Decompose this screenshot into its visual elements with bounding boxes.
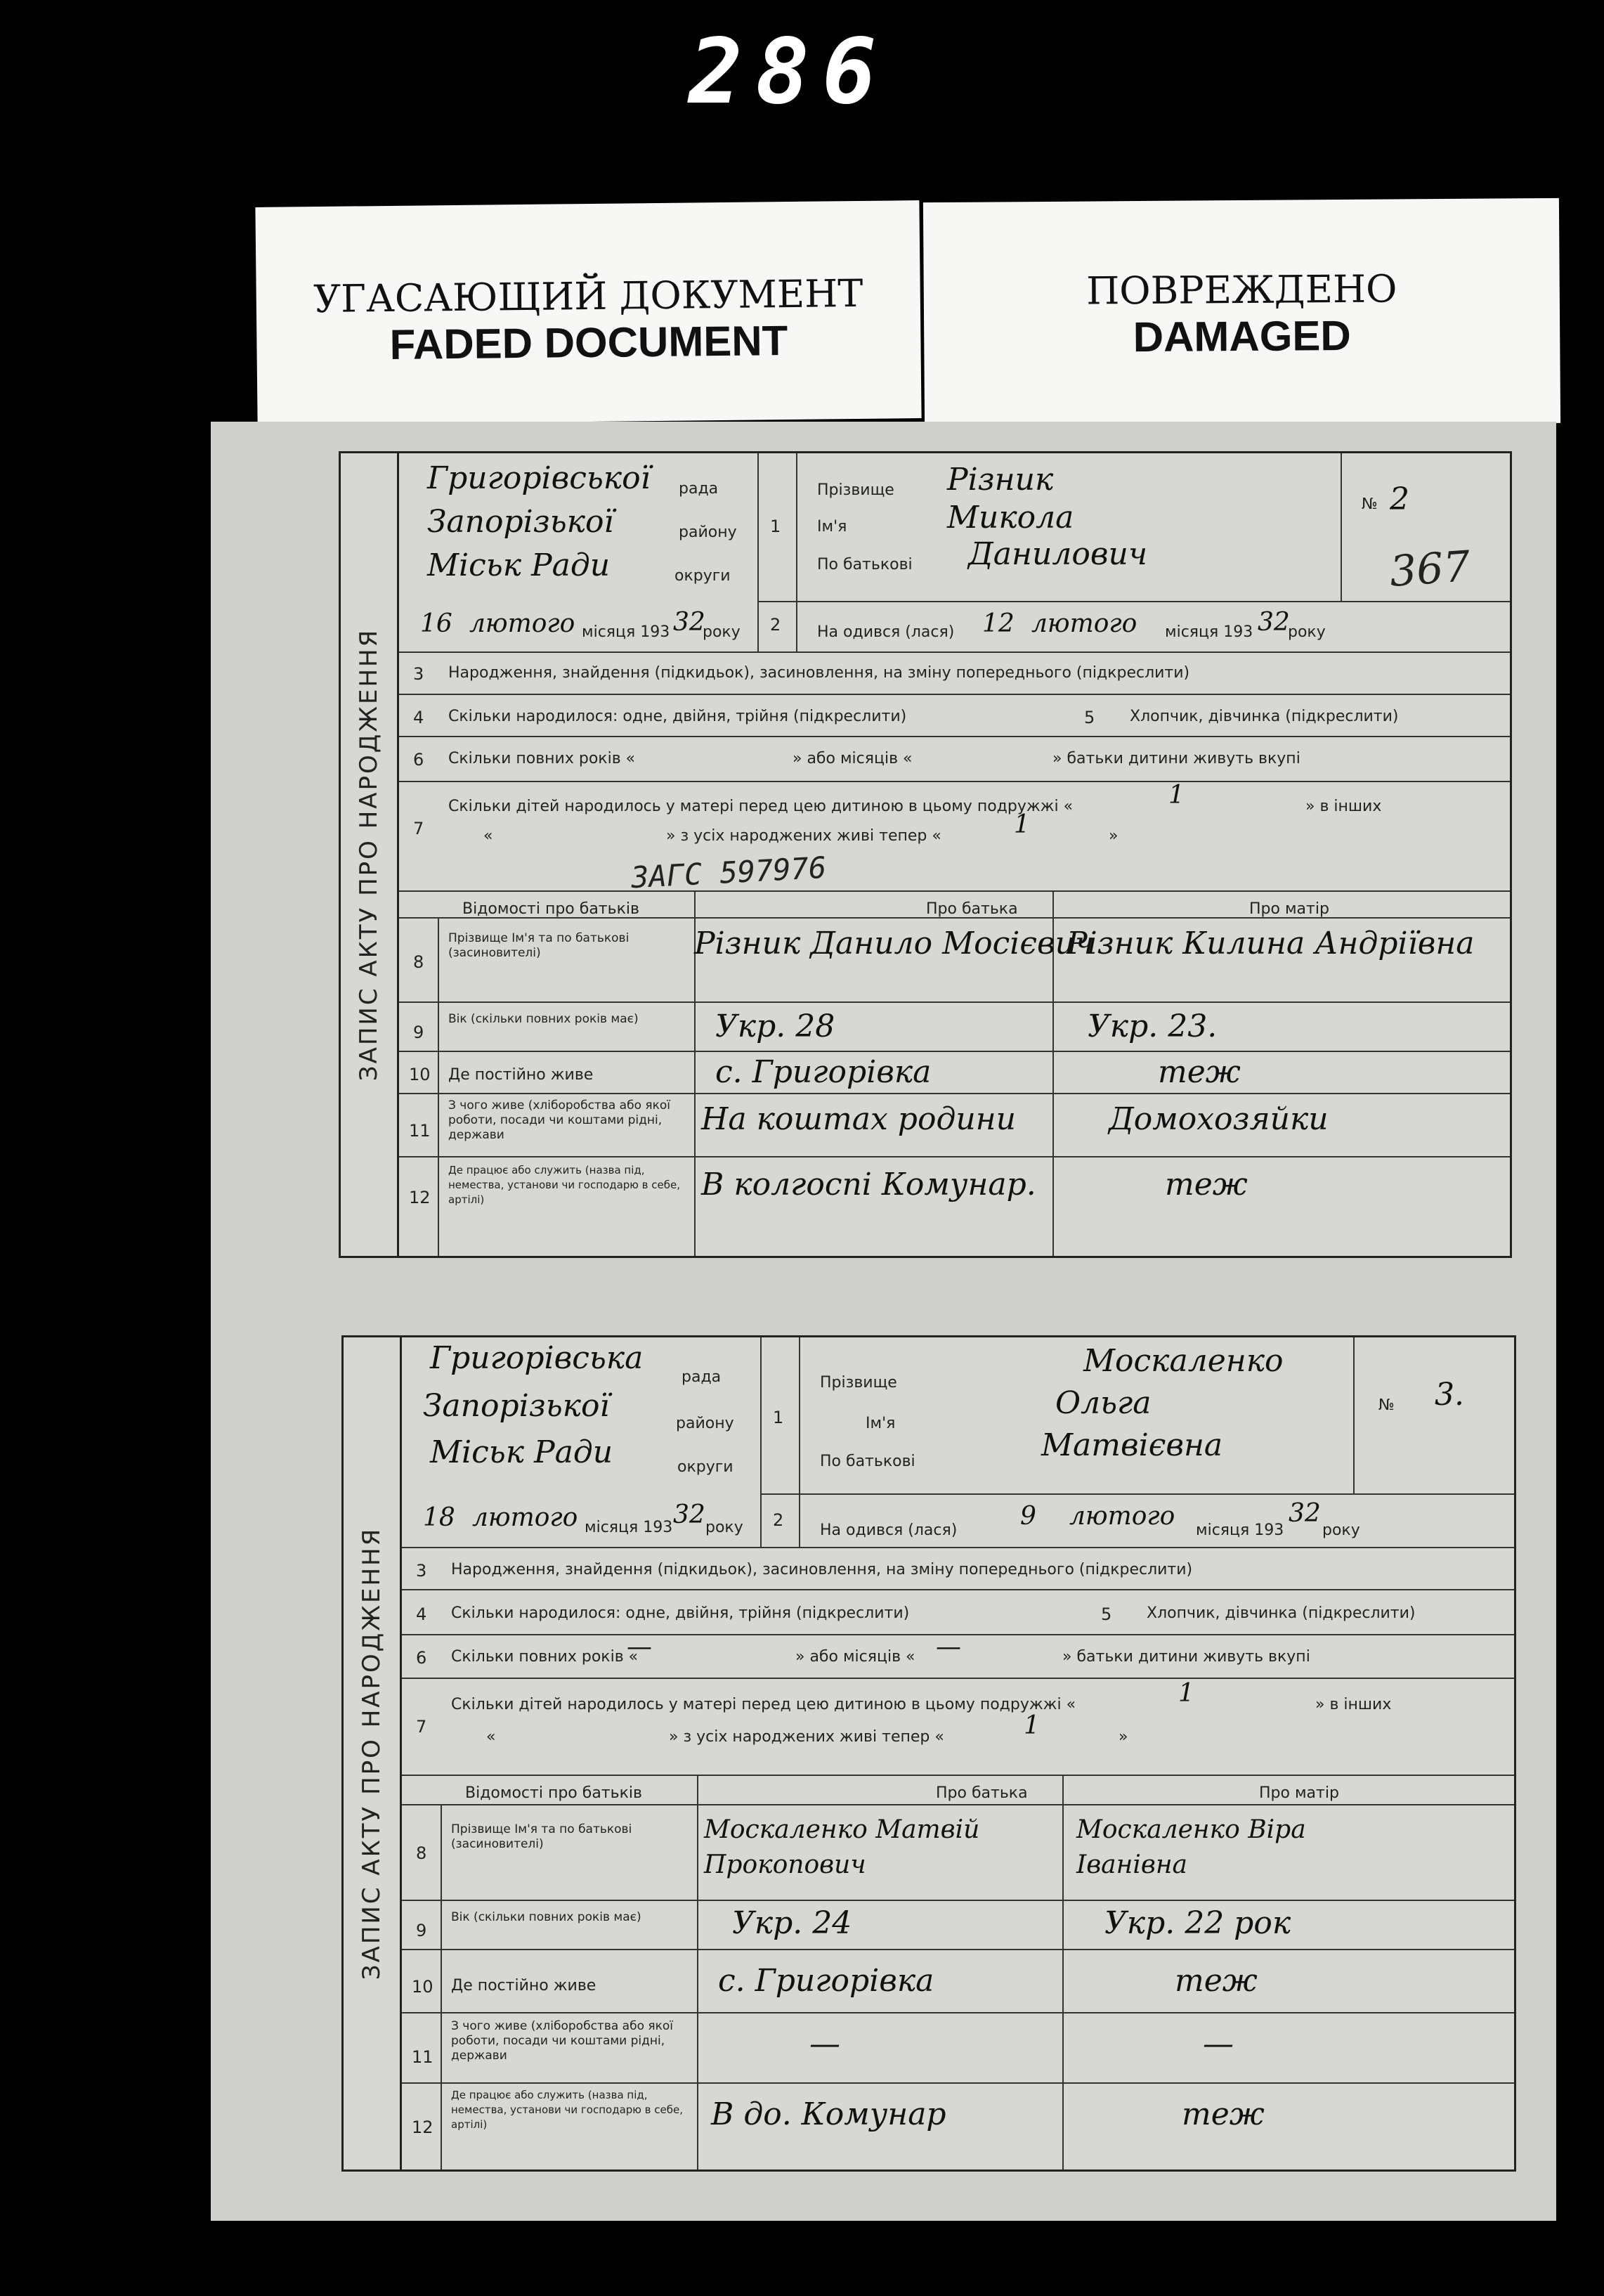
reg-month: лютого xyxy=(472,1503,578,1532)
mother-workplace: теж xyxy=(1182,2096,1265,2132)
father-workplace: В до. Комунар xyxy=(711,2096,946,2132)
row4-text: Скільки народилося: одне, двійня, трійня (підкреслити) xyxy=(448,708,907,725)
born-month: лютого xyxy=(1031,609,1137,638)
okrug-label: округи xyxy=(674,567,731,585)
born-year: 32 xyxy=(1258,608,1290,637)
side-title: ЗАПИС АКТУ ПРО НАРОДЖЕННЯ xyxy=(344,1337,402,2169)
father-residence: с. Григорівка xyxy=(715,1054,932,1090)
father-age: Укр. 24 xyxy=(732,1905,852,1941)
father-name: Москаленко Матвій Прокопович xyxy=(704,1815,980,1879)
child-surname: Різник xyxy=(947,462,1054,498)
patronymic-label: По батькові xyxy=(817,556,913,573)
about-mother-label: Про матір xyxy=(1249,900,1329,918)
birth-record-1: ЗАПИС АКТУ ПРО НАРОДЖЕННЯ Григорівської рада Запорізької району Міськ Ради округи 16 лютого місяця 193 32 року 1 2 Прізвище Різник Ім'я Микола По батькові Данилович № 2 367 На одився (лася) 12 лютого місяця 193 32 року 3 Народження, знайдення (підкидьок), засиновлення, на зміну попереднього (підкреслити) 4 Скільки народилося: одне, двійня, трійня (підкреслити) 5 Хлопчик, дівчинка (підкреслити) 6 Скільки повних років « » або місяців « » батьки дитини живуть вкупі 7 Скільки дітей народилось у матері перед цею дитиною в цьому подружжі « 1 » в інших « » з усіх народжених живі тепер « 1 » ЗАГС 597976 Відомості про батьків Про батька Про матір 8 Прізвище Ім'я та по батькові (засиновителі) Різник Данило Мосієвич Різник Килина Андріївна 9 Вік (скільки повних років має) Укр. 28 Укр. 23. 10 Де постійно живе с. Григорівка теж 11 З чого живе (хліборобства або якої роботи, посади чи коштами рідні, держави На коштах родини Домохозяйки 12 Де працює або служить (назва під, немества, установи чи господарю в себе, артілі) В колгоспі Комунар. теж xyxy=(339,451,1512,1258)
rada-label: рада xyxy=(679,480,719,498)
months-together: — xyxy=(936,1633,961,1661)
row11-label: З чого живе (хліборобства або якої роботи, посади чи коштами рідні, держави xyxy=(448,1098,670,1142)
mother-name: Москаленко Віра Іванівна xyxy=(1076,1815,1306,1879)
reg-year: 32 xyxy=(673,1500,705,1529)
register-page xyxy=(211,422,1556,2221)
row5-text: Хлопчик, дівчинка (підкреслити) xyxy=(1130,708,1399,725)
child-name: Ольга xyxy=(1055,1385,1152,1421)
child-name: Микола xyxy=(947,500,1074,536)
month-label: місяця 193 xyxy=(582,623,670,641)
child-surname: Москаленко xyxy=(1083,1343,1284,1379)
row12-label: Де працює або служить (назва під, немества, установи чи господарю в себе, артілі) xyxy=(448,1164,681,1206)
row9-label: Вік (скільки повних років має) xyxy=(448,1012,639,1026)
raion-value: Запорізької xyxy=(423,1388,610,1424)
father-livelihood: — xyxy=(809,2026,840,2062)
row6-together-label: » батьки дитини живуть вкупі xyxy=(1052,750,1300,767)
record-number: 2 xyxy=(1390,481,1409,517)
mother-age: Укр. 22 рок xyxy=(1104,1905,1291,1941)
damaged-label-ru: ПОВРЕЖДЕНО xyxy=(1085,266,1397,313)
year-label: року xyxy=(703,623,741,641)
faded-label-ru: УГАСАЮЩИЙ ДОКУМЕНТ xyxy=(313,271,863,322)
damaged-label xyxy=(923,198,1560,427)
record-number: 3. xyxy=(1435,1377,1464,1413)
frame-number: 286 xyxy=(689,20,889,124)
row6-months-label: » або місяців « xyxy=(793,750,913,767)
years-together: — xyxy=(627,1633,652,1661)
archive-mark: 367 xyxy=(1388,542,1472,597)
born-month: лютого xyxy=(1069,1502,1175,1531)
raion-label: району xyxy=(679,524,737,541)
rada-value: Григорівської xyxy=(427,460,651,496)
child-patronymic: Матвієвна xyxy=(1041,1427,1223,1463)
row7-text-d: » з усіх народжених живі тепер « xyxy=(666,827,941,845)
reg-day: 16 xyxy=(420,609,452,638)
children-before: 1 xyxy=(1178,1679,1194,1708)
mother-age: Укр. 23. xyxy=(1088,1008,1218,1044)
registry-stamp-note: ЗАГС 597976 xyxy=(630,850,828,895)
child-patronymic: Данилович xyxy=(968,536,1148,572)
about-father-label: Про батька xyxy=(926,900,1018,918)
reg-day: 18 xyxy=(423,1503,455,1532)
name-label: Ім'я xyxy=(817,518,847,536)
raion-value: Запорізької xyxy=(427,504,614,540)
reg-month: лютого xyxy=(469,609,575,638)
father-residence: с. Григорівка xyxy=(718,1963,934,1999)
faded-label-en: FADED DOCUMENT xyxy=(389,317,788,368)
born-day: 9 xyxy=(1020,1502,1036,1531)
mother-residence: теж xyxy=(1158,1054,1241,1090)
mother-livelihood: Домохозяйки xyxy=(1109,1101,1329,1137)
okrug-value: Міськ Ради xyxy=(430,1434,613,1470)
father-livelihood: На коштах родини xyxy=(701,1101,1016,1137)
born-label: На одився (лася) xyxy=(817,623,955,641)
mother-name: Різник Килина Андріївна xyxy=(1067,926,1475,961)
alive-now: 1 xyxy=(1024,1711,1040,1740)
alive-now: 1 xyxy=(1014,810,1030,839)
surname-label: Прізвище xyxy=(817,481,894,499)
parents-info-label: Відомості про батьків xyxy=(462,900,639,918)
father-workplace: В колгоспі Комунар. xyxy=(701,1167,1036,1202)
row8-label: Прізвище Ім'я та по батькові (засиновителі) xyxy=(448,931,630,960)
okrug-value: Міськ Ради xyxy=(427,547,611,583)
faded-document-label xyxy=(255,200,921,425)
mother-livelihood: — xyxy=(1203,2026,1234,2062)
father-name: Різник Данило Мосієвич xyxy=(694,926,1095,961)
reg-year: 32 xyxy=(673,608,705,637)
mother-workplace: теж xyxy=(1165,1167,1248,1202)
row10-label: Де постійно живе xyxy=(448,1066,594,1084)
row7-text-a: Скільки дітей народилось у матері перед цею дитиною в цьому подружжі « xyxy=(448,798,1074,815)
rada-value: Григорівська xyxy=(430,1340,644,1376)
side-title: ЗАПИС АКТУ ПРО НАРОДЖЕННЯ xyxy=(341,453,399,1256)
birth-record-2: ЗАПИС АКТУ ПРО НАРОДЖЕННЯ Григорівська рада Запорізької району Міськ Ради округи 18 лютого місяця 193 32 року 1 2 Прізвище Москаленко Ім'я Ольга По батькові Матвієвна № 3. На одився (лася) 9 лютого місяця 193 32 року 3 Народження, знайдення (підкидьок), засиновлення, на зміну попереднього (підкреслити) 4 Скільки народилося: одне, двійня, трійня (підкреслити) 5 Хлопчик, дівчинка (підкреслити) 6 Скільки повних років « — » або місяців « — » батьки дитини живуть вкупі 7 Скільки дітей народилось у матері перед цею дитиною в цьому подружжі « 1 » в інших « » з усіх народжених живі тепер « 1 » Відомості про батьків Про батька Про матір 8 Прізвище Ім'я та по батькові (засиновителі) Москаленко Матвій Прокопович Москаленко Віра Іванівна 9 Вік (скільки повних років має) Укр. 24 Укр. 22 рок 10 Де постійно живе с. Григорівка теж 11 З чого живе (хліборобства або якої роботи, посади чи коштами рідні, держави — — 12 Де працює або служить (назва під, немества, установи чи господарю в себе, артілі) В до. Комунар теж xyxy=(341,1335,1516,2172)
mother-residence: теж xyxy=(1175,1963,1258,1999)
damaged-label-en: DAMAGED xyxy=(1133,311,1351,361)
number-label: № xyxy=(1362,495,1378,513)
row6-years-label: Скільки повних років « xyxy=(448,750,636,767)
children-before: 1 xyxy=(1168,781,1185,810)
row3-text: Народження, знайдення (підкидьок), засиновлення, на зміну попереднього (підкреслити) xyxy=(448,664,1190,682)
born-year: 32 xyxy=(1289,1499,1321,1528)
born-day: 12 xyxy=(982,609,1015,638)
father-age: Укр. 28 xyxy=(715,1008,835,1044)
